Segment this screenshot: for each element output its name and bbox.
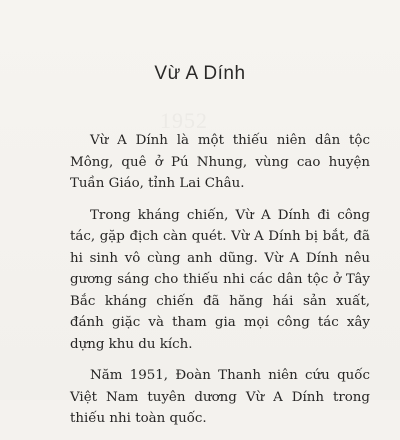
paragraph-1: Vừ A Dính là một thiếu niên dân tộc Mông, quê ở Pú Nhung, vùng cao huyện Tuần Giáo, tỉnh Lai Châu. <box>70 133 370 191</box>
show-through-text: 1952 <box>160 108 208 133</box>
paragraph-2: Trong kháng chiến, Vừ A Dính đi công tác, gặp địch càn quét. Vừ A Dính bị bắt, đã hi sinh vô cùng anh dũng. Vừ A Dính nêu gương sáng cho thiếu nhi các dân tộc ở Tây Bắc kháng chiến đã hăng hái sản xuất, đánh giặc và tham gia mọi công tác xây dựng khu du kích. <box>70 207 370 352</box>
chapter-title: Vừ A Dính <box>154 63 246 84</box>
chapter-body <box>70 130 370 440</box>
paragraph-3: Năm 1951, Đoàn Thanh niên cứu quốc Việt Nam tuyên dương Vừ A Dính trong thiếu nhi toàn quốc. <box>70 368 370 426</box>
